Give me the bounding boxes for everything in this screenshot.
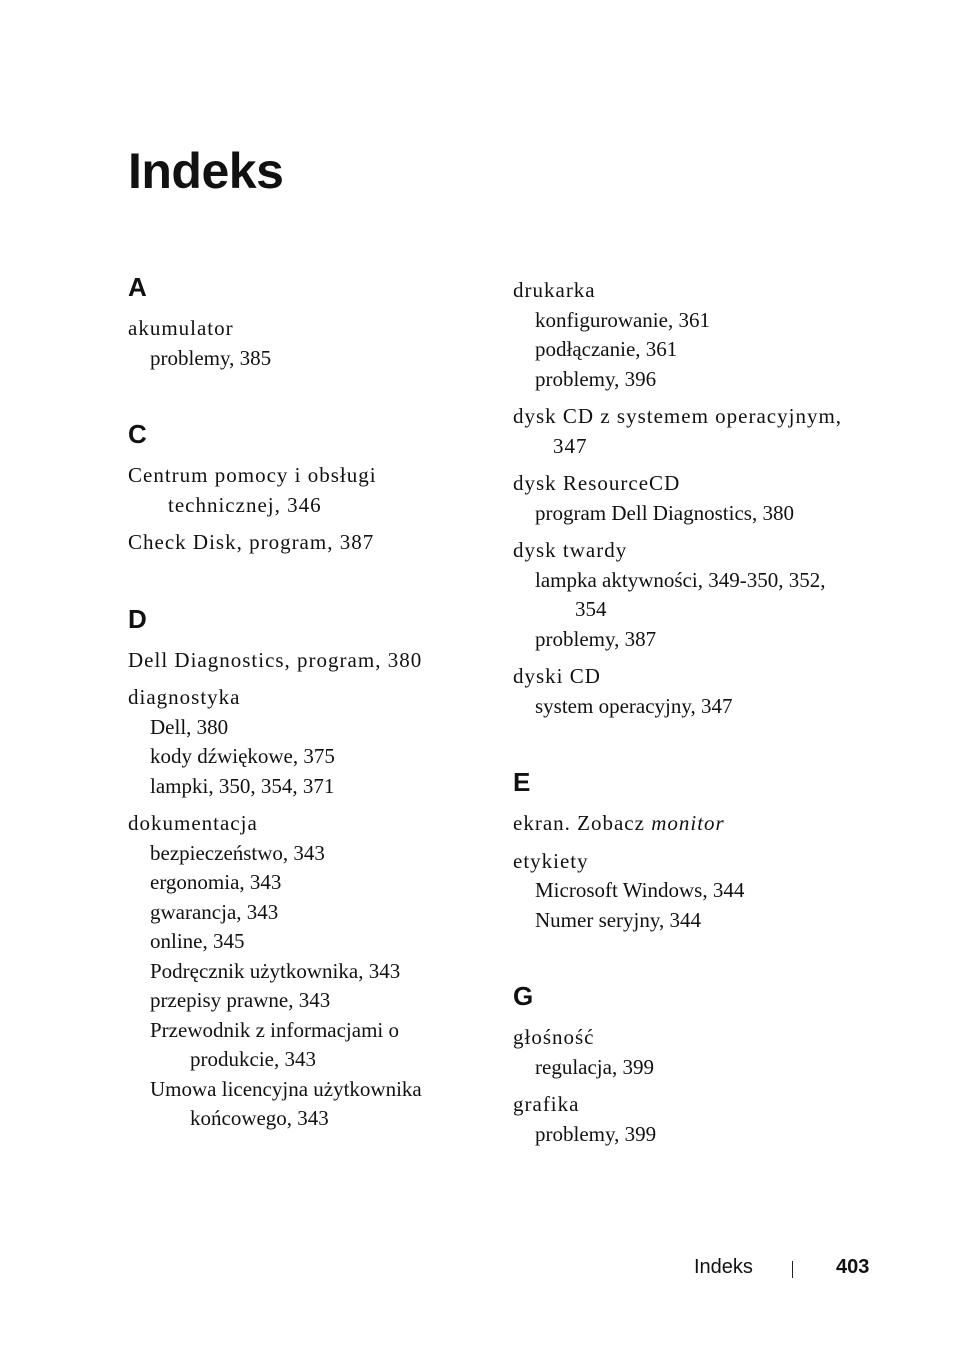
section-letter: A bbox=[128, 272, 147, 302]
index-section bbox=[513, 981, 853, 1149]
footer-separator bbox=[792, 1261, 793, 1278]
entry-term-text: akumulator bbox=[128, 316, 234, 340]
entry-subterm: problemy, 399 bbox=[535, 1121, 657, 1146]
index-entry bbox=[128, 683, 468, 801]
entry-term bbox=[128, 646, 468, 676]
entry-term-text: dysk CD z systemem operacyjnym, 347 bbox=[513, 404, 843, 458]
entry-term bbox=[128, 683, 468, 713]
entry-subterm: Przewodnik z informacjami o produkcie, 343 bbox=[150, 1017, 400, 1071]
entry-term-text: dokumentacja bbox=[128, 811, 258, 835]
entry-subterm: konfigurowanie, 361 bbox=[535, 307, 710, 332]
page-title: Indeks bbox=[128, 143, 284, 199]
index-section bbox=[513, 767, 853, 935]
section-letter: C bbox=[128, 419, 147, 449]
index-entry bbox=[513, 1023, 853, 1082]
index-entry bbox=[128, 646, 468, 676]
entry-subterm: ergonomia, 343 bbox=[150, 870, 282, 894]
page-footer bbox=[0, 1256, 954, 1282]
entry-term bbox=[513, 536, 853, 566]
entry-subterm: problemy, 387 bbox=[535, 626, 657, 651]
entry-subterm: online, 345 bbox=[150, 929, 245, 953]
index-column-right bbox=[513, 276, 853, 1195]
entry-term-text: dyski CD bbox=[513, 664, 601, 688]
index-entry bbox=[513, 847, 853, 936]
section-letter: D bbox=[128, 603, 147, 634]
index-entry bbox=[128, 461, 468, 520]
index-entry bbox=[513, 402, 853, 461]
index-entry bbox=[513, 662, 853, 721]
entry-term-text: Centrum pomocy i obsługi technicznej, 346 bbox=[128, 463, 377, 517]
index-column-left bbox=[128, 272, 468, 1180]
index-entry bbox=[513, 536, 853, 654]
page-number: 403 bbox=[836, 1256, 870, 1278]
index-entry bbox=[513, 469, 853, 528]
entry-term bbox=[513, 1023, 853, 1053]
entry-term bbox=[513, 469, 853, 499]
entry-subterm: problemy, 385 bbox=[150, 345, 272, 370]
index-entry bbox=[513, 809, 853, 839]
entry-subterm: przepisy prawne, 343 bbox=[150, 988, 331, 1012]
entry-subterm: Umowa licencyjna użytkownika końcowego, 343 bbox=[150, 1076, 422, 1130]
entry-term-text: diagnostyka bbox=[128, 685, 241, 709]
index-entry bbox=[128, 528, 468, 558]
section-letter: G bbox=[513, 981, 534, 1011]
entry-term bbox=[513, 276, 853, 306]
footer-label: Indeks bbox=[694, 1256, 753, 1278]
entry-term bbox=[128, 528, 468, 558]
entry-see-reference: monitor bbox=[651, 811, 725, 835]
entry-subterm: kody dźwiękowe, 375 bbox=[150, 744, 335, 768]
entry-term bbox=[513, 847, 853, 877]
entry-subterm: Numer seryjny, 344 bbox=[535, 907, 702, 932]
entry-subterm: Dell, 380 bbox=[150, 714, 229, 739]
entry-term bbox=[513, 809, 853, 839]
entry-term bbox=[513, 402, 853, 461]
index-entry bbox=[513, 276, 853, 394]
entry-term bbox=[513, 662, 853, 692]
entry-term-text: Check Disk, program, 387 bbox=[128, 530, 375, 554]
entry-subterm: gwarancja, 343 bbox=[150, 899, 279, 924]
entry-term-text: ekran. Zobacz bbox=[513, 811, 652, 835]
entry-subterm: Podręcznik użytkownika, 343 bbox=[150, 958, 401, 983]
entry-term-text: drukarka bbox=[513, 278, 596, 302]
entry-term-text: grafika bbox=[513, 1092, 580, 1116]
index-section bbox=[128, 419, 468, 558]
index-section bbox=[513, 276, 853, 721]
entry-subterm: problemy, 396 bbox=[535, 366, 657, 391]
entry-term-text: Dell Diagnostics, program, 380 bbox=[128, 647, 423, 672]
entry-subterm: lampki, 350, 354, 371 bbox=[150, 773, 335, 798]
entry-term bbox=[128, 809, 468, 839]
entry-term-text: dysk twardy bbox=[513, 538, 628, 562]
entry-term-text: dysk ResourceCD bbox=[513, 471, 681, 495]
entry-term-text: etykiety bbox=[513, 848, 589, 873]
entry-term bbox=[128, 461, 468, 520]
entry-subterm: regulacja, 399 bbox=[535, 1054, 654, 1079]
entry-subterm: Microsoft Windows, 344 bbox=[535, 878, 745, 902]
index-section bbox=[128, 272, 468, 373]
index-entry bbox=[128, 314, 468, 373]
entry-subterm: lampka aktywności, 349-350, 352, 354 bbox=[535, 567, 826, 621]
entry-term bbox=[128, 314, 468, 344]
entry-subterm: podłączanie, 361 bbox=[535, 337, 678, 361]
index-section bbox=[128, 604, 468, 1134]
entry-subterm: system operacyjny, 347 bbox=[535, 693, 733, 718]
entry-subterm: bezpieczeństwo, 343 bbox=[150, 840, 325, 865]
entry-term-text: głośność bbox=[513, 1025, 595, 1049]
section-letter: E bbox=[513, 767, 531, 797]
index-entry bbox=[513, 1090, 853, 1149]
entry-term bbox=[513, 1090, 853, 1120]
index-entry bbox=[128, 809, 468, 1134]
entry-subterm: program Dell Diagnostics, 380 bbox=[535, 500, 794, 525]
